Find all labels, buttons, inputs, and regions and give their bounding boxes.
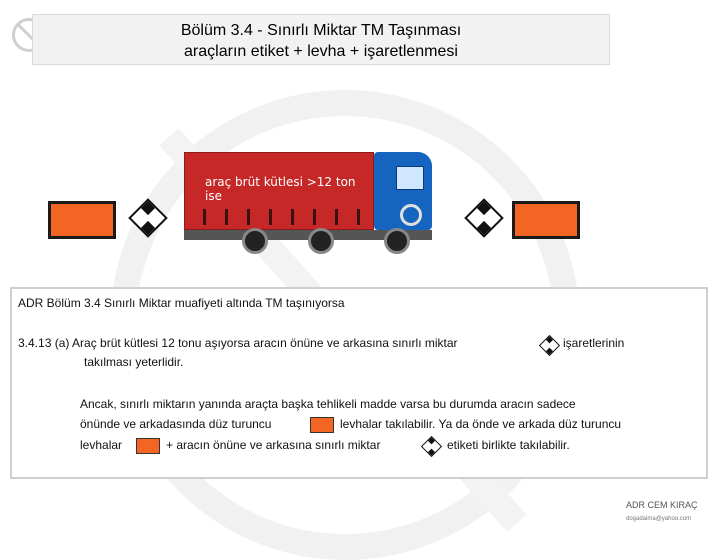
intro-text: ADR Bölüm 3.4 Sınırlı Miktar muafiyeti altında TM taşınıyorsa [18,296,345,310]
orange-plate-right [512,201,580,239]
note-line-2b: levhalar takılabilir. Ya da önde ve arkada düz turuncu [340,417,622,431]
title-line-1: Bölüm 3.4 - Sınırlı Miktar TM Taşınması [180,22,462,39]
note-line-2a: önünde ve arkadasında düz turuncu [80,417,272,431]
truck-cargo-label: araç brüt kütlesi >12 ton ise [205,175,356,203]
note-line-1: Ancak, sınırlı miktarın yanında araçta başka tehlikeli madde varsa bu durumda aracın sadece [80,397,576,411]
note-line-3c: etiketi birlikte takılabilir. [447,438,570,452]
truck-window [396,166,424,190]
title-box [32,14,610,65]
footer-author: ADR CEM KIRAÇ [626,500,698,510]
footer-email: dogadaima@yahoo.com [626,516,692,522]
truck-wheel-icon [242,228,268,254]
title-line-2: araçların etiket + levha + işaretlenmesi [184,43,458,60]
rule-a-text: 3.4.13 (a) Araç brüt kütlesi 12 tonu aşıyorsa aracın önüne ve arkasına sınırlı miktar [18,336,458,350]
orange-plate-mini-icon [310,417,334,433]
note-line-3a: levhalar [80,438,123,452]
limited-quantity-mark-icon [539,335,559,355]
limited-quantity-mark-icon-2 [421,436,441,456]
rule-a-text-end: işaretlerinin [563,336,625,350]
truck-illustration [184,150,444,255]
truck-cargo-body [184,152,374,230]
orange-plate-mini-icon-2 [136,438,160,454]
limited-quantity-mark-right-icon [464,198,504,238]
limited-quantity-mark-left-icon [128,198,168,238]
truck-front-wheel-icon [384,228,410,254]
content-box [10,287,708,479]
truck-spare-wheel-icon [308,228,334,254]
rule-a-text-line2: takılması yeterlidir. [84,355,184,369]
orange-plate-left [48,201,116,239]
truck-logo-icon [400,204,422,226]
note-line-3b: + aracın önüne ve arkasına sınırlı miktar [166,438,381,452]
